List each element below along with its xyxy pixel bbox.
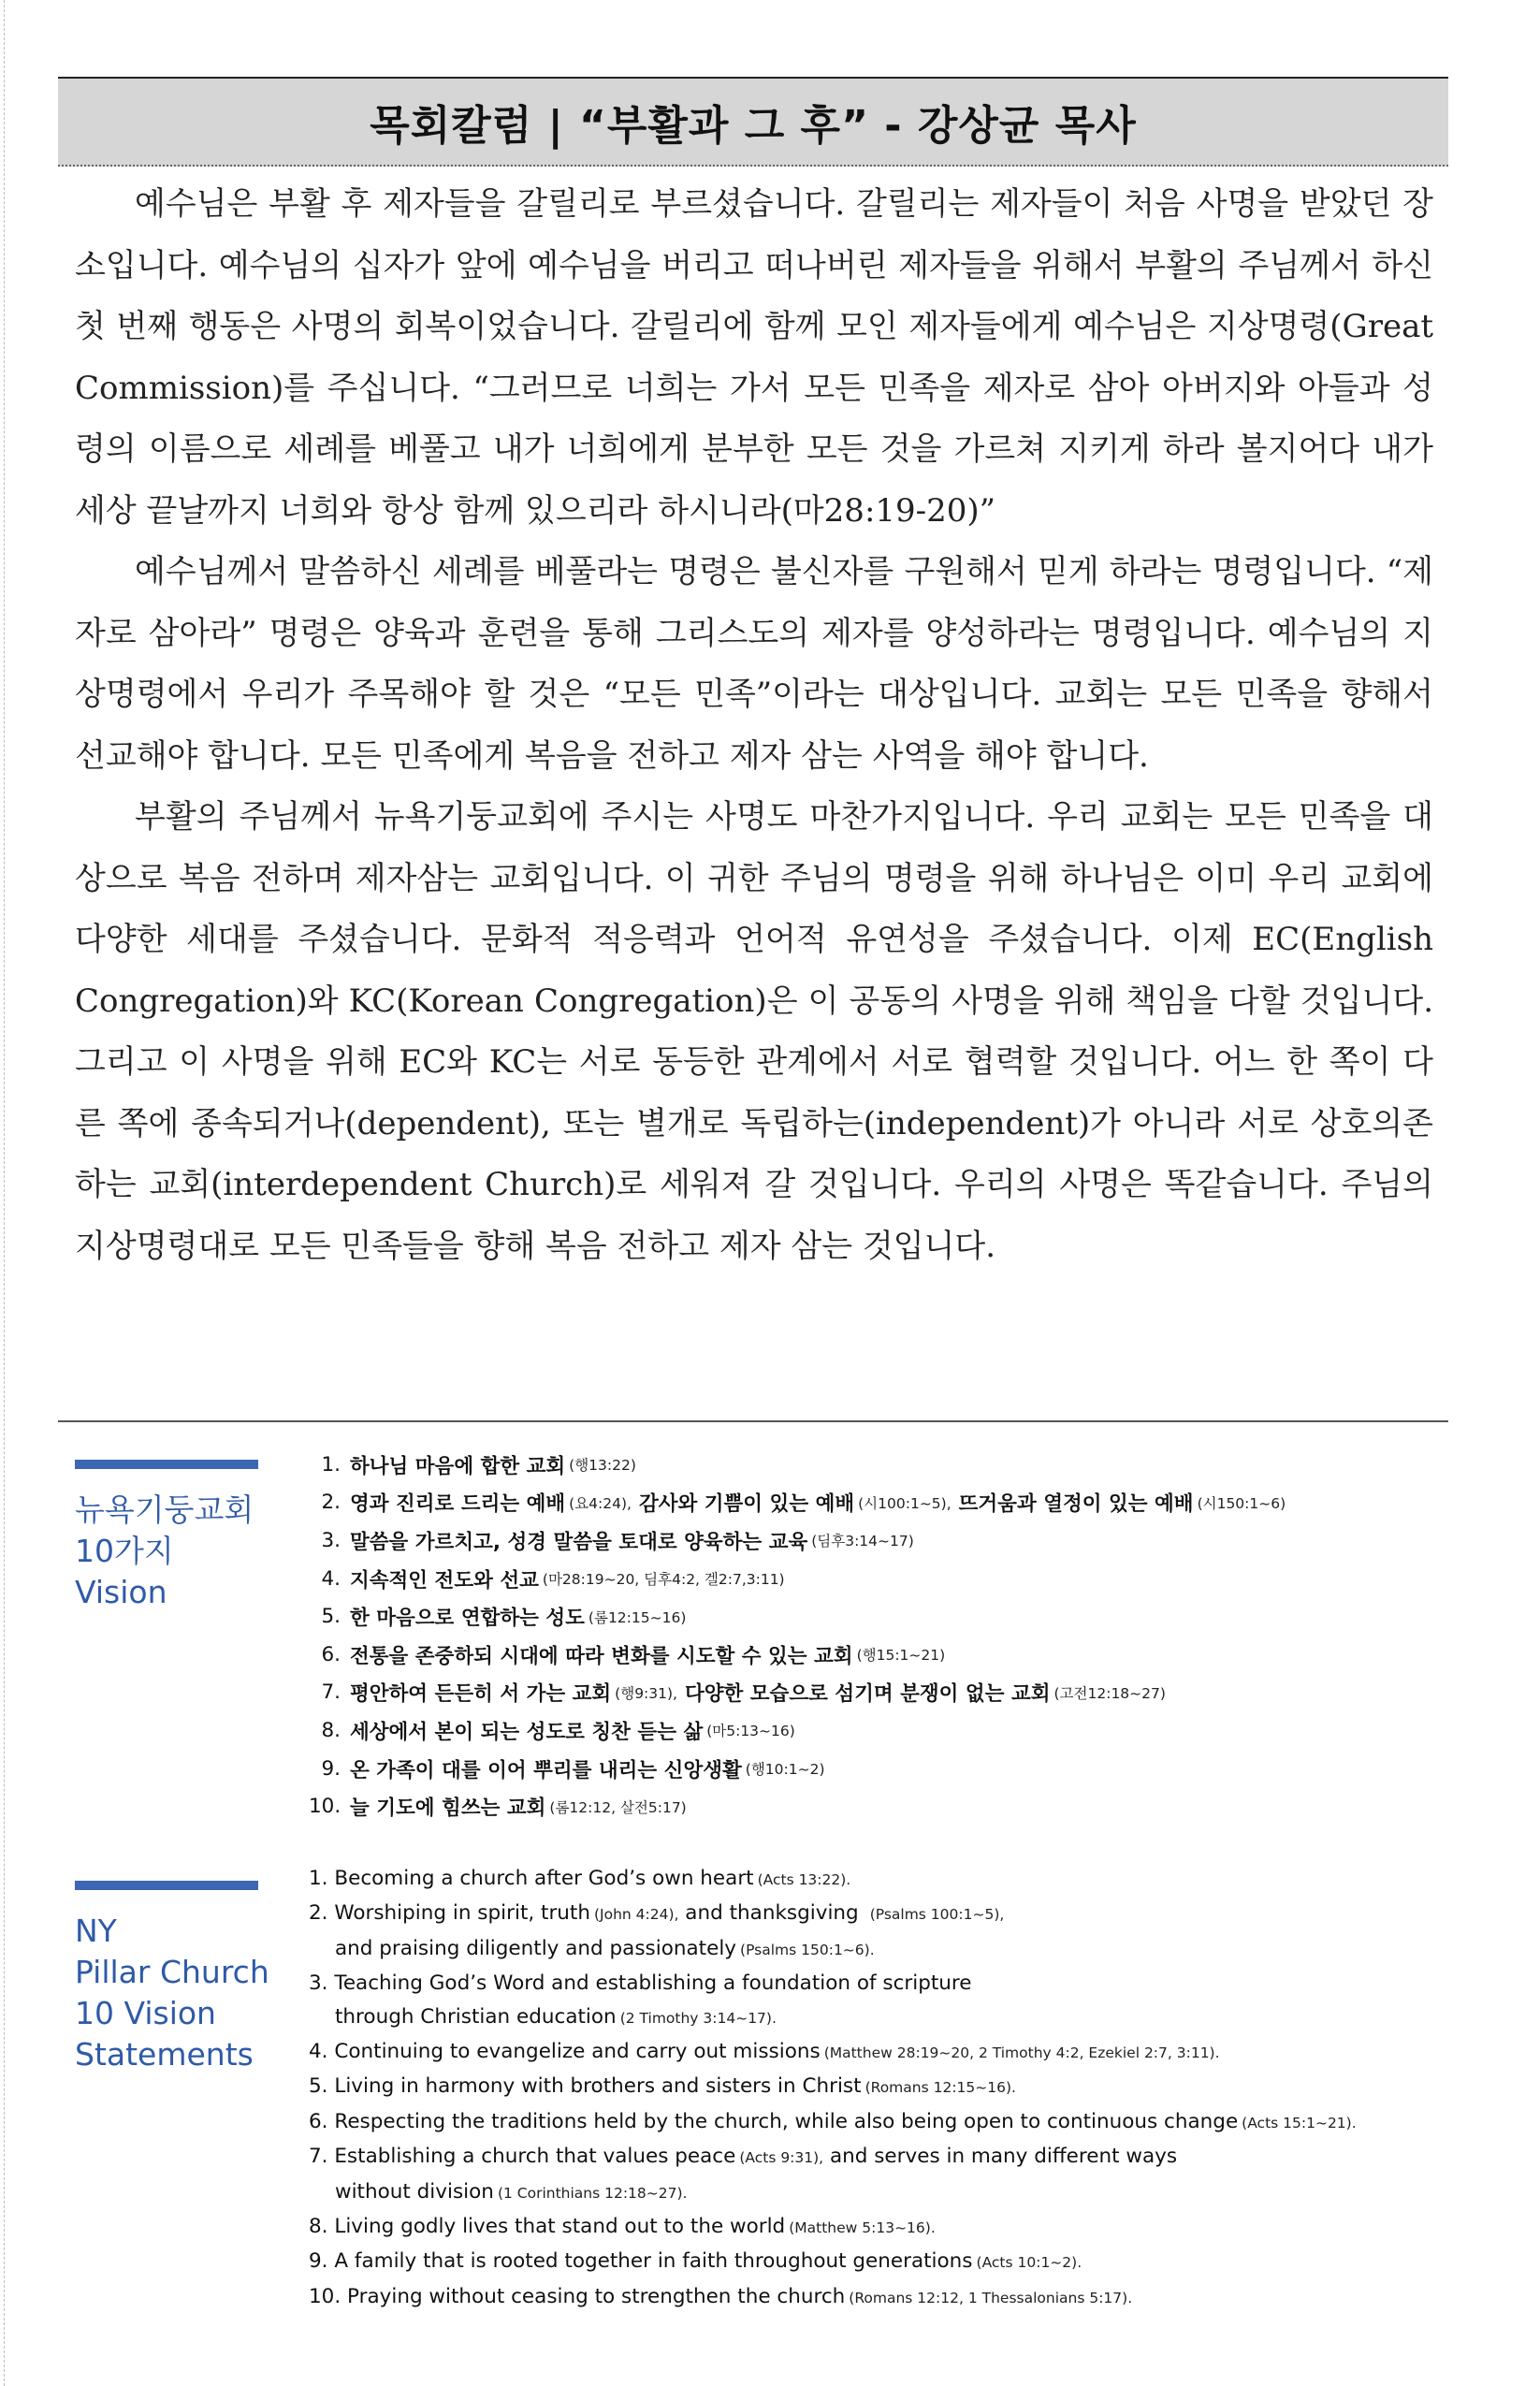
scripture-reference: (행9:31), [615, 1684, 677, 1702]
scripture-reference: (1 Corinthians 12:18~27). [497, 2184, 688, 2202]
section-divider [58, 1420, 1448, 1422]
item-text: without division [335, 2179, 494, 2204]
en-title-line: Statements [75, 2036, 254, 2073]
item-text: 늘 기도에 힘쓰는 교회 [350, 1797, 546, 1821]
scripture-reference: (Romans 12:15~16). [864, 2079, 1016, 2097]
en-vision-item [309, 2035, 1478, 2070]
en-vision-list [309, 1862, 1478, 2315]
item-number: 7. [321, 1680, 341, 1705]
item-text: 8. Living godly lives that stand out to the world [309, 2215, 786, 2239]
en-vision-continuation [309, 2000, 1478, 2035]
item-number: 9. [321, 1756, 341, 1781]
item-text: and praising diligently and passionately [335, 1936, 737, 1960]
scripture-reference: (Acts 13:22). [757, 1871, 851, 1888]
item-text: 세상에서 본이 되는 성도로 칭찬 듣는 삶 [350, 1720, 704, 1744]
en-vision-item [309, 1897, 1478, 1931]
kr-vision-item [309, 1750, 1469, 1788]
item-text: 10. Praying without ceasing to strengthen the church [309, 2284, 846, 2308]
item-text: 다양한 모습으로 섬기며 분쟁이 없는 교회 [684, 1682, 1051, 1707]
kr-vision-item [309, 1636, 1469, 1674]
item-text: 평안하여 든든히 서 가는 교회 [350, 1682, 612, 1707]
item-text: 온 가족이 대를 이어 뿌리를 내리는 신앙생활 [350, 1758, 742, 1782]
item-text: 말씀을 가르치고, 성경 말씀을 토대로 양육하는 교육 [350, 1530, 808, 1554]
scripture-reference: (2 Timothy 3:14~17). [619, 2009, 777, 2027]
scripture-reference: (Acts 10:1~2). [976, 2254, 1082, 2272]
item-number: 6. [321, 1642, 341, 1666]
item-text: 한 마음으로 연합하는 성도 [350, 1607, 585, 1631]
en-vision-item [309, 2245, 1478, 2279]
paragraph-3: 부활의 주님께서 뉴욕기둥교회에 주시는 사명도 마찬가지입니다. 우리 교회는 모든 민족을 대상으로 복음 전하며 제자삼는 교회입니다. 이 귀한 주님의 명령을 위해 하나님은 이미 우리 교회에 다양한 세대를 주셨습니다. 문화적 적응력과 언어적 유연성을 주셨습니다. 이제 EC(English Congregation)와 KC(Korean Congregation)은 이 공동의 사명을 위해 책임을 다할 것입니다. 그리고 이 사명을 위해 EC와 KC는 서로 동등한 관계에서 서로 협력할 것입니다. 어느 한 쪽이 다른 쪽에 종속되거나(dependent), 또는 별개로 독립하는(independent)가 아니라 서로 상호의존하는 교회(interdependent Church)로 세워져 갈 것입니다. 우리의 사명은 똑같습니다. 주님의 지상명령대로 모든 민족들을 향해 복음 전하고 제자 삼는 것입니다. [75, 798, 1433, 1265]
en-vision-continuation [309, 1932, 1478, 1967]
item-number: 8. [321, 1718, 341, 1742]
scripture-reference: (Acts 15:1~21). [1242, 2114, 1357, 2131]
left-margin-rule [4, 0, 5, 2386]
scripture-reference: (Acts 9:31), [739, 2149, 824, 2167]
scripture-reference: (딤후3:14~17) [811, 1533, 914, 1550]
kr-vision-item [309, 1787, 1469, 1826]
scripture-reference: (고전12:18~27) [1053, 1684, 1166, 1702]
scripture-reference: (Romans 12:12, 1 Thessalonians 5:17). [849, 2289, 1133, 2306]
kr-vision-item [309, 1484, 1469, 1522]
item-number: 3. [321, 1528, 341, 1552]
item-text: 지속적인 전도와 선교 [350, 1568, 539, 1593]
en-title-line: Pillar Church [75, 1954, 269, 1990]
paragraph-1: 예수님은 부활 후 제자들을 갈릴리로 부르셨습니다. 갈릴리는 제자들이 처음 사명을 받았던 장소입니다. 예수님의 십자가 앞에 예수님을 버리고 떠나버린 제자들을 위해서 부활의 주님께서 하신 첫 번째 행동은 사명의 회복이었습니다. 갈릴리에 함께 모인 제자들에게 예수님은 지상명령(Great Commission)를 주십니다. “그러므로 너희는 가서 모든 민족을 제자로 삼아 아버지와 아들과 성령의 이름으로 세례를 베풀고 내가 너희에게 분부한 모든 것을 가르쳐 지키게 하라 볼지어다 내가 세상 끝날까지 너희와 항상 함께 있으리라 하시니라(마28:19-20)” [75, 185, 1433, 530]
scripture-reference: (행13:22) [569, 1457, 636, 1475]
item-text: 6. Respecting the traditions held by the church, while also being open to continuous change [309, 2109, 1239, 2133]
scripture-reference: (롬12:12, 살전5:17) [549, 1798, 687, 1816]
scripture-reference: (행15:1~21) [856, 1647, 946, 1665]
item-number: 5. [321, 1605, 341, 1629]
scripture-reference: (마5:13~16) [706, 1723, 795, 1740]
item-number: 2. [321, 1491, 341, 1515]
en-vision-item [309, 1862, 1478, 1897]
en-section-bar [75, 1881, 258, 1890]
scripture-reference: (행10:1~2) [745, 1761, 825, 1779]
item-text: 7. Establishing a church that values peace [309, 2145, 736, 2169]
kr-title-line: 뉴욕기둥교회 [75, 1491, 254, 1528]
en-section-title [75, 1911, 281, 2075]
item-text: 9. A family that is rooted together in faith throughout generations [309, 2249, 973, 2274]
en-vision-item [309, 2070, 1478, 2104]
kr-vision-item [309, 1674, 1469, 1712]
item-text: 뜨거움과 열정이 있는 예배 [958, 1492, 1194, 1517]
scripture-reference: (롬12:15~16) [588, 1608, 687, 1626]
item-text: through Christian education [335, 2004, 617, 2029]
en-vision-item [309, 1967, 1478, 2000]
item-number: 1. [321, 1452, 341, 1477]
scripture-reference: (마28:19~20, 딤후4:2, 겔2:7,3:11) [542, 1571, 785, 1589]
scripture-reference: (John 4:24), [594, 1906, 679, 1924]
column-header [58, 77, 1448, 167]
en-vision-item [309, 2280, 1478, 2315]
item-text: 전통을 존중하되 시대에 따라 변화를 시도할 수 있는 교회 [350, 1644, 853, 1668]
item-number: 10. [309, 1795, 341, 1819]
scripture-reference: (Matthew 28:19~20, 2 Timothy 4:2, Ezekiel 2:7, 3:11). [823, 2044, 1220, 2062]
page-title: 목회칼럼 | “부활과 그 후” - 강상균 목사 [370, 102, 1137, 150]
item-number: 4. [321, 1566, 341, 1591]
scripture-reference: (요4:24), [569, 1494, 632, 1512]
kr-section-title [75, 1490, 281, 1613]
scripture-reference: (Psalms 150:1~6). [740, 1941, 875, 1958]
column-body [75, 174, 1433, 1277]
kr-vision-item [309, 1446, 1469, 1484]
en-vision-item [309, 2140, 1478, 2175]
kr-vision-item [309, 1521, 1469, 1560]
en-title-line: NY [75, 1913, 117, 1949]
item-text: 4. Continuing to evangelize and carry out missions [309, 2040, 821, 2064]
paragraph-2: 예수님께서 말씀하신 세례를 베풀라는 명령은 불신자를 구원해서 믿게 하라는 명령입니다. “제자로 삼아라” 명령은 양육과 훈련을 통해 그리스도의 제자를 양성하라는 명령입니다. 예수님의 지상명령에서 우리가 주목해야 할 것은 “모든 민족”이라는 대상입니다. 교회는 모든 민족을 향해서 선교해야 합니다. 모든 민족에게 복음을 전하고 제자 삼는 사역을 해야 합니다. [75, 553, 1433, 775]
en-title-line: 10 Vision [75, 1995, 216, 2031]
item-text: 감사와 기쁨이 있는 예배 [638, 1492, 855, 1517]
kr-vision-item [309, 1560, 1469, 1598]
item-text: and serves in many different ways [823, 2145, 1178, 2169]
scripture-reference: (시100:1~5), [858, 1494, 952, 1512]
item-text: 영과 진리로 드리는 예배 [350, 1492, 566, 1517]
en-vision-item [309, 2210, 1478, 2245]
en-vision-continuation [309, 2175, 1478, 2210]
en-vision-item [309, 2105, 1478, 2140]
kr-title-line: Vision [75, 1574, 167, 1610]
kr-vision-list [309, 1446, 1469, 1826]
scripture-reference: (Matthew 5:13~16). [789, 2219, 936, 2237]
item-text: 3. Teaching God’s Word and establishing a foundation of scripture [309, 1971, 972, 1996]
kr-vision-item [309, 1711, 1469, 1750]
kr-vision-item [309, 1597, 1469, 1636]
kr-title-line: 10가지 [75, 1533, 174, 1569]
kr-section-bar [75, 1460, 258, 1469]
item-text: 1. Becoming a church after God’s own heart [309, 1867, 754, 1890]
item-text: 하나님 마음에 합한 교회 [350, 1454, 566, 1478]
item-text: 5. Living in harmony with brothers and sisters in Christ [309, 2074, 862, 2099]
item-text: 2. Worshiping in spirit, truth [309, 1901, 590, 1926]
scripture-reference: (Psalms 100:1~5), [869, 1906, 1005, 1924]
item-text: and thanksgiving [678, 1901, 859, 1926]
scripture-reference: (시150:1~6) [1197, 1494, 1286, 1512]
